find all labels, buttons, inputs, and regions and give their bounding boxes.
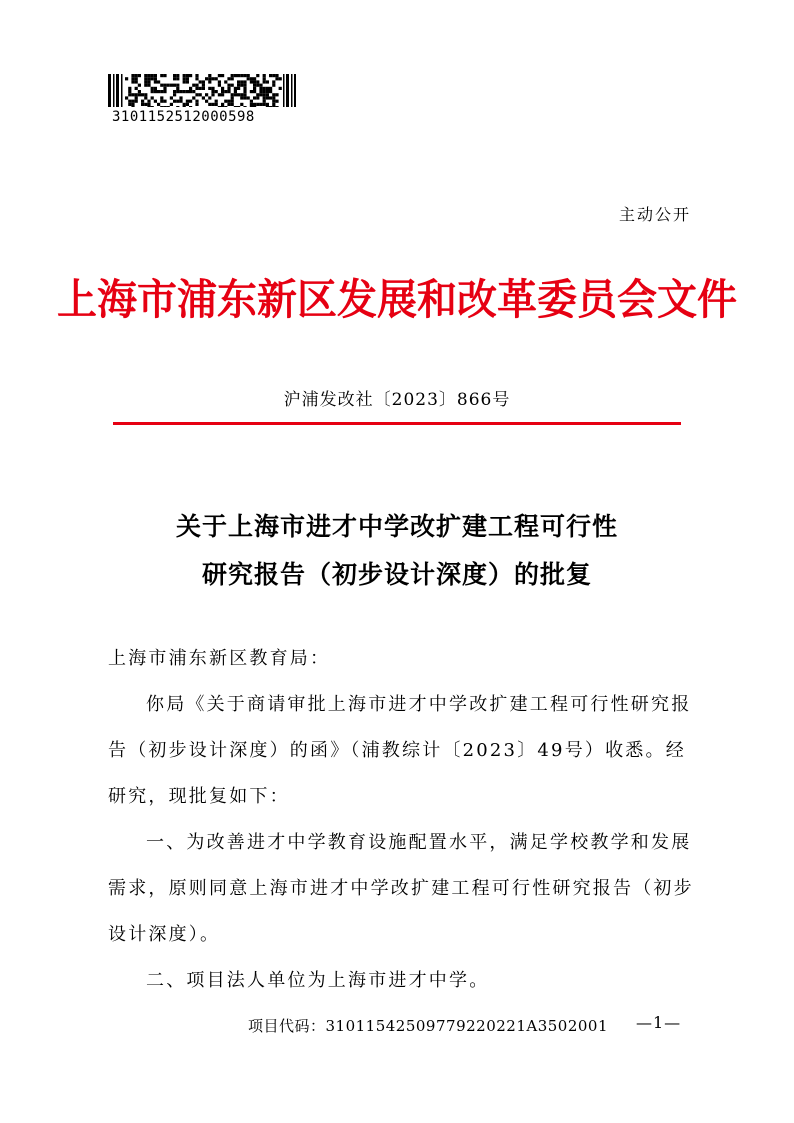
project-code: 项目代码：31011542509779220221A3502001: [248, 1017, 609, 1035]
body-paragraph-1: 你局《关于商请审批上海市进才中学改扩建工程可行性研究报告（初步设计深度）的函》（浦教综计〔2023〕49号）收悉。经研究，现批复如下：: [108, 694, 692, 807]
title-line-1: 关于上海市进才中学改扩建工程可行性: [175, 512, 618, 541]
document-title: [0, 503, 794, 599]
disclosure-label: 主动公开: [618, 205, 691, 224]
barcode-image: [108, 74, 296, 107]
org-file-header: 上海市浦东新区发展和改革委员会文件: [57, 274, 737, 325]
addressee: 上海市浦东新区教育局：: [108, 648, 331, 669]
document-body: [108, 636, 698, 1004]
title-line-2: 研究报告（初步设计深度）的批复: [201, 560, 592, 589]
page-number: —1—: [636, 1013, 682, 1032]
document-number: 沪浦发改社〔2023〕866号: [283, 390, 511, 410]
body-paragraph-3: 二、项目法人单位为上海市进才中学。: [146, 970, 490, 991]
barcode-number: 3101152512000598: [112, 109, 255, 125]
body-paragraph-2: 一、为改善进才中学教育设施配置水平，满足学校教学和发展需求，原则同意上海市进才中学改扩建工程可行性研究报告（初步设计深度）。: [108, 832, 694, 945]
red-divider-line: [113, 422, 681, 425]
